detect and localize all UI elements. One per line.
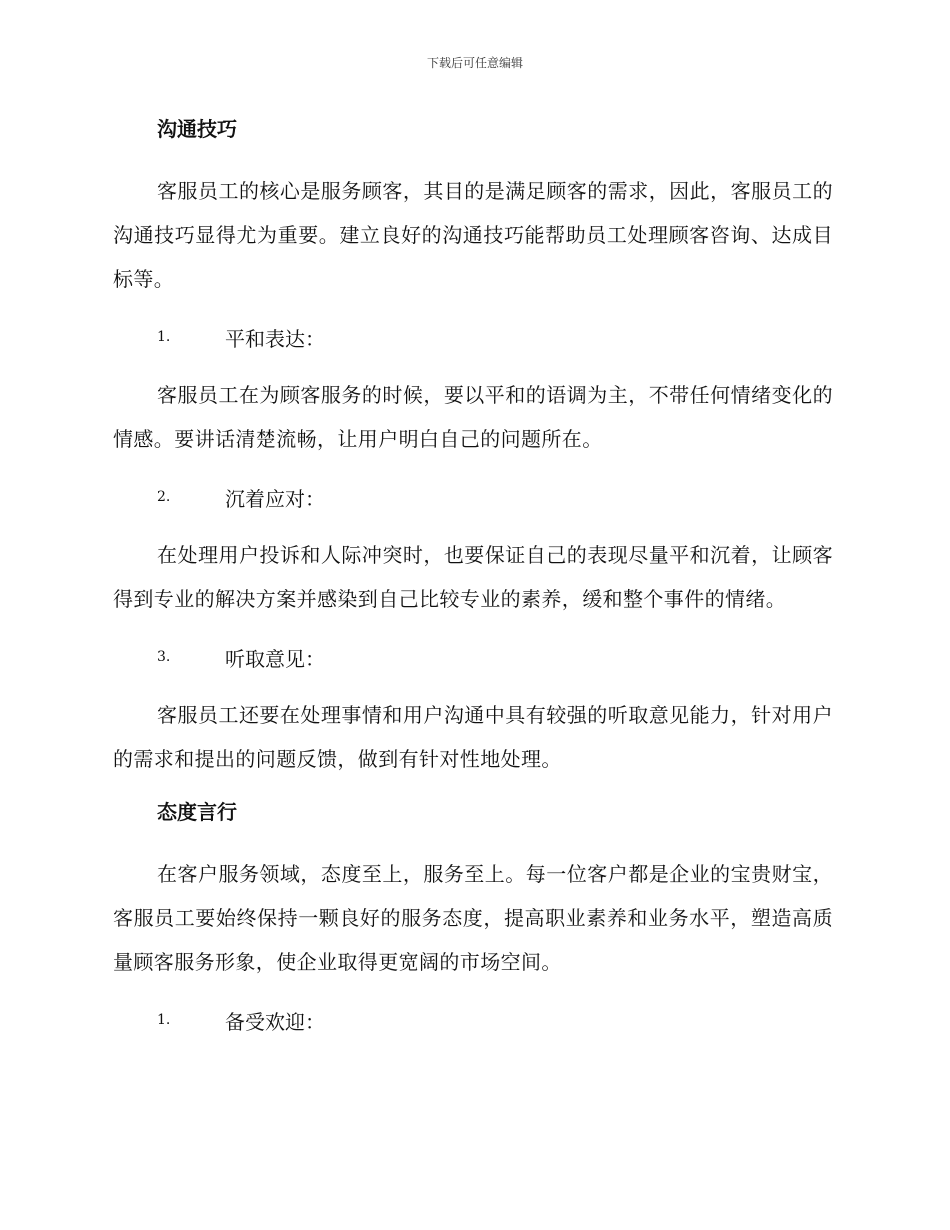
section-heading-attitude: 态度言行 <box>157 800 237 824</box>
list-item-title: 听取意见： <box>225 646 325 671</box>
list-item-well-received <box>113 998 833 1042</box>
list-item-calm-expression <box>113 315 833 359</box>
list-item-body: 在处理用户投诉和人际冲突时，也要保证自己的表现尽量平和沉着，让顾客得到专业的解决方案并感染到自己比较专业的素养，缓和整个事件的情绪。 <box>113 543 833 611</box>
list-item-number: 2. <box>157 489 171 505</box>
list-item-body: 客服员工在为顾客服务的时候，要以平和的语调为主，不带任何情绪变化的情感。要讲话清楚流畅，让用户明白自己的问题所在。 <box>113 383 833 451</box>
document-body <box>113 112 833 1056</box>
section-intro-attitude: 在客户服务领域，态度至上，服务至上。每一位客户都是企业的宝贵财宝，客服员工要始终保持一颗良好的服务态度，提高职业素养和业务水平，塑造高质量顾客服务形象，使企业取得更宽阔的市场空间。 <box>113 862 833 974</box>
list-item-title: 沉着应对： <box>225 486 325 511</box>
section-heading-communication: 沟通技巧 <box>157 117 237 141</box>
list-item-title: 平和表达： <box>225 326 325 351</box>
list-item-number: 1. <box>157 1012 171 1028</box>
list-item-body: 客服员工还要在处理事情和用户沟通中具有较强的听取意见能力，针对用户的需求和提出的问题反馈，做到有针对性地处理。 <box>113 703 833 771</box>
list-item-number: 3. <box>157 649 171 665</box>
list-item-title: 备受欢迎： <box>225 1009 325 1034</box>
page-header: 下载后可任意编辑 <box>426 56 523 70</box>
list-item-number: 1. <box>157 329 171 345</box>
section-intro-communication: 客服员工的核心是服务顾客，其目的是满足顾客的需求，因此，客服员工的沟通技巧显得尤为重要。建立良好的沟通技巧能帮助员工处理顾客咨询、达成目标等。 <box>113 179 833 291</box>
list-item-composed-response <box>113 475 833 519</box>
list-item-listen-feedback <box>113 635 833 679</box>
